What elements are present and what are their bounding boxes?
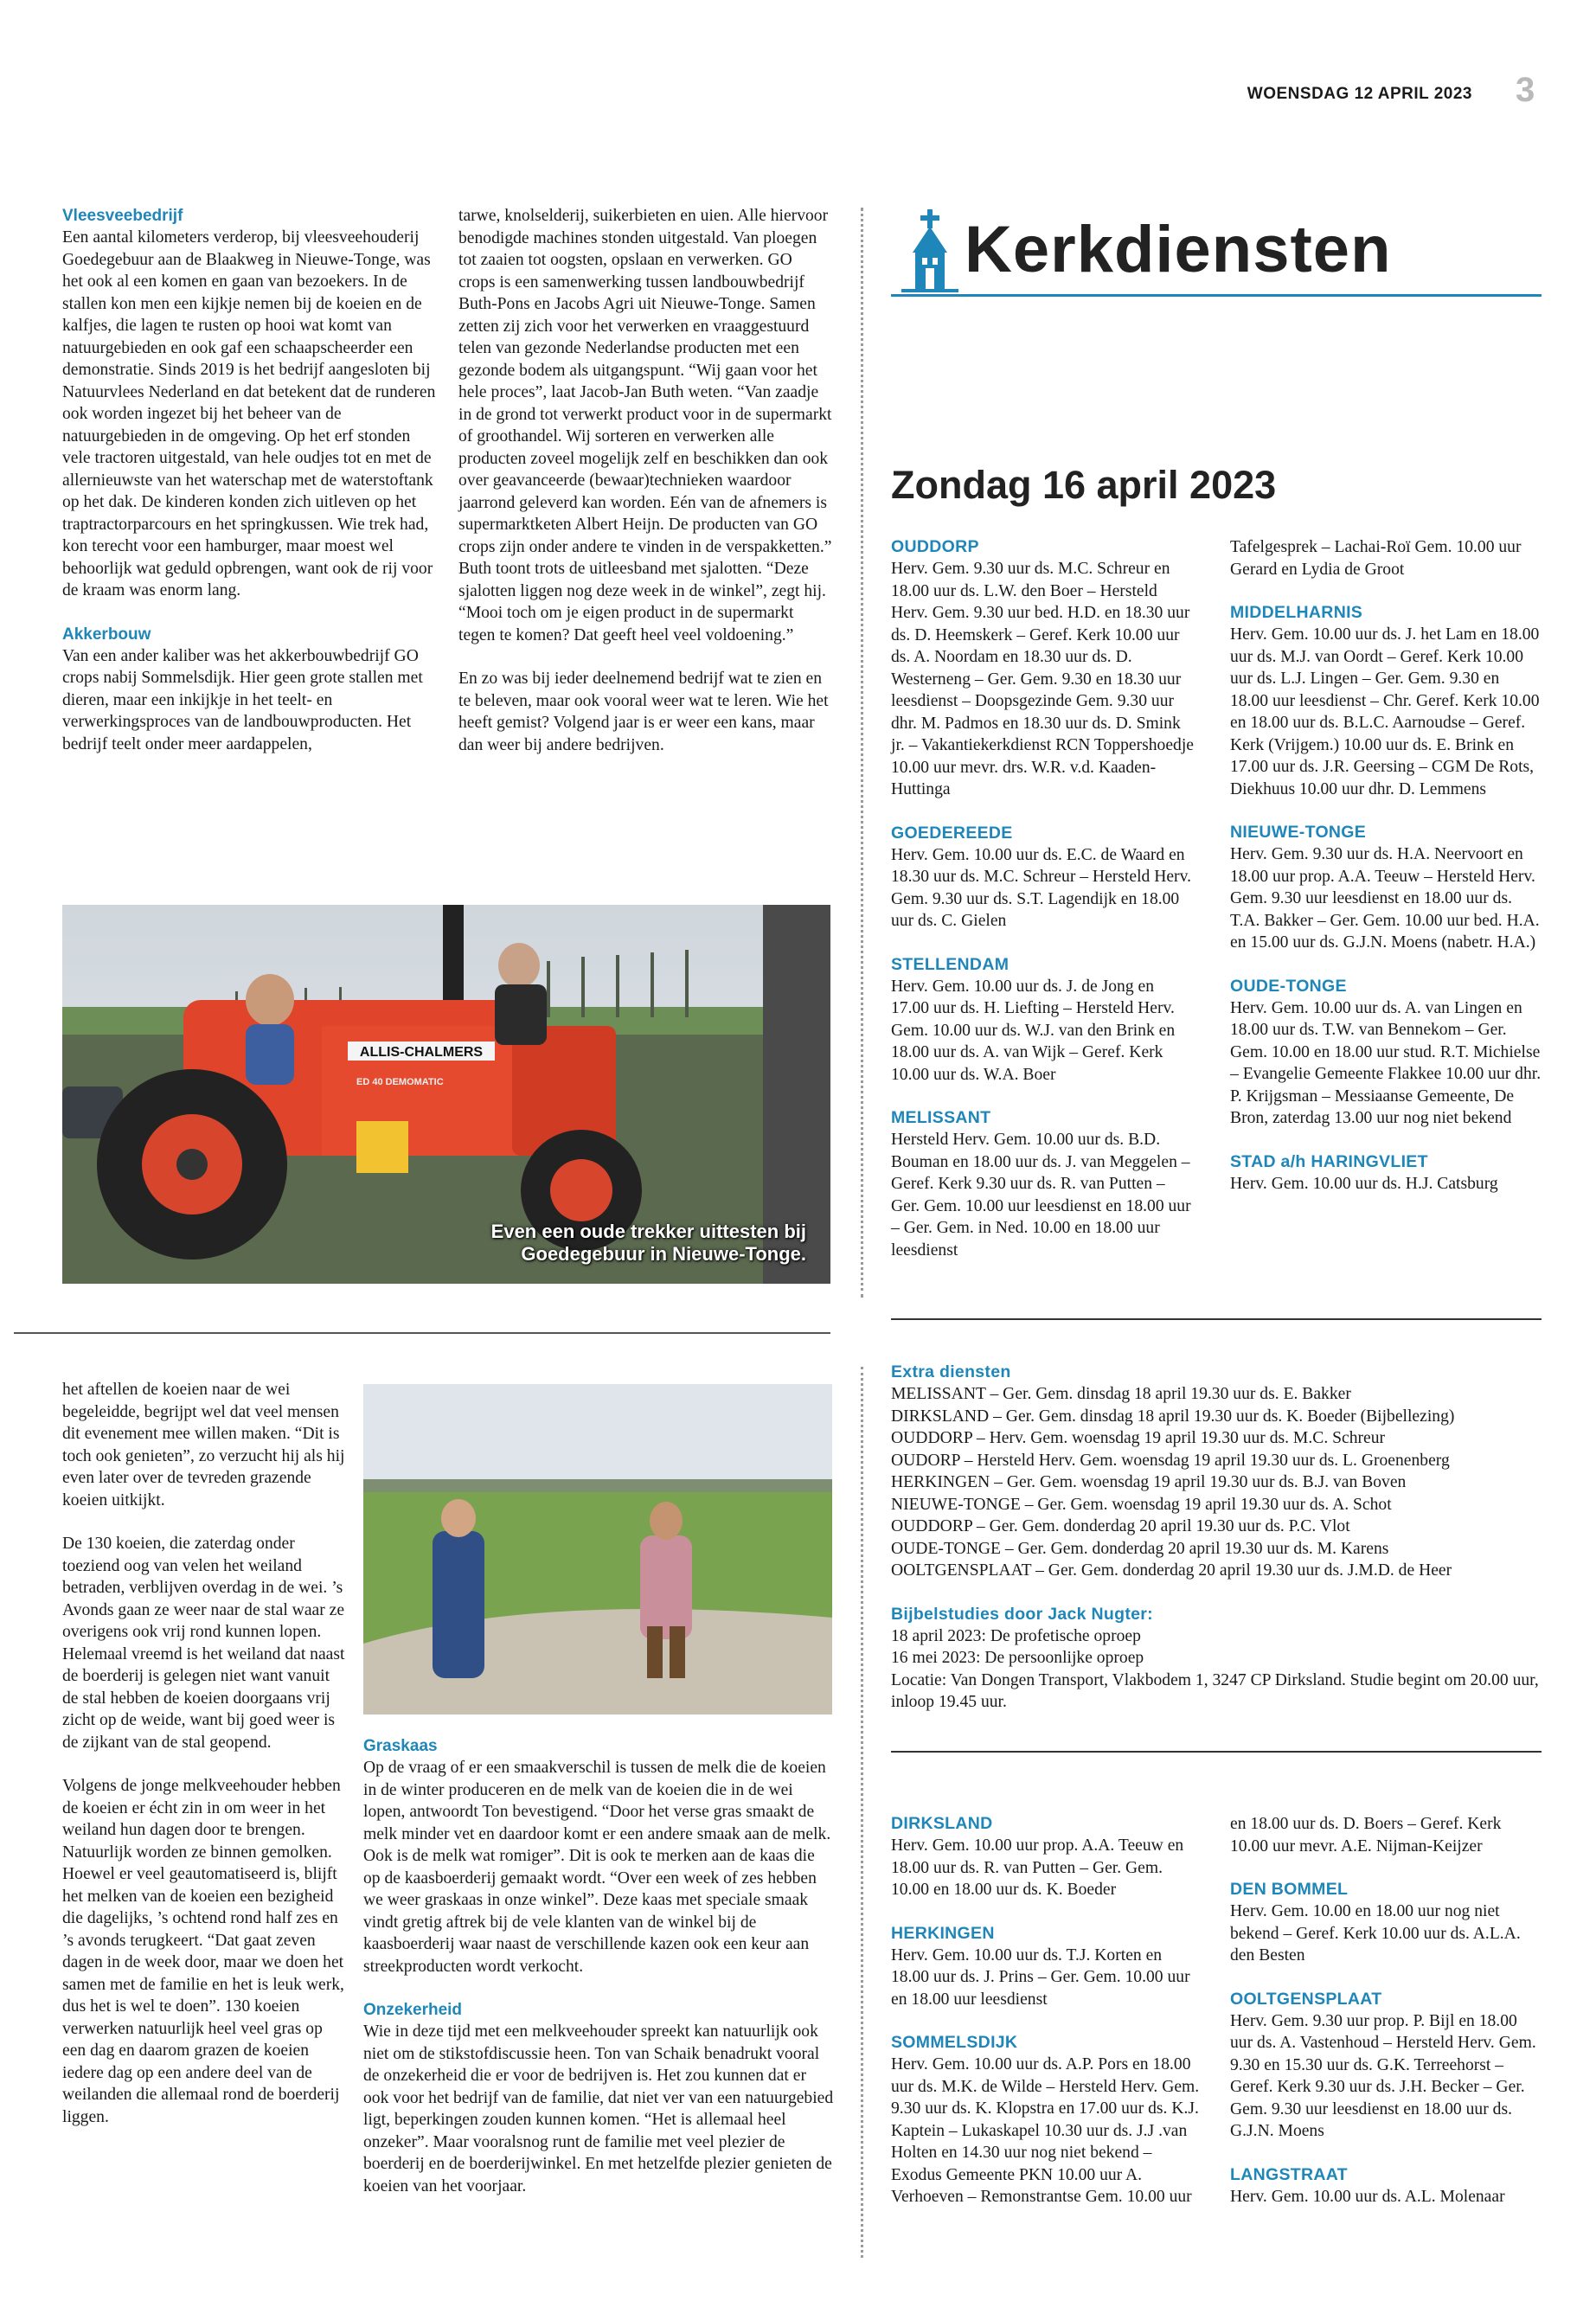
kerk-col4 bbox=[1230, 1813, 1542, 2229]
church-block-goedereede bbox=[891, 823, 1194, 933]
service-text: Herv. Gem. 10.00 uur ds. A.P. Pors en 18.00 uur ds. M.K. de Wilde – Hersteld Herv. Gem. 9.30 uur ds. K. Klopstra en 17.00 uur ds. K.J. Kaptein – Lukaskapel 10.30 uur ds. J.J .van Holten en 14.30 uur nog niet bekend – Exodus Gemeente PKN 10.00 uur A. Verhoeven – Remonstrantse Gem. 10.00 uur bbox=[891, 2055, 1200, 2206]
page-number: 3 bbox=[1516, 71, 1535, 109]
church-block-continued bbox=[1230, 536, 1542, 580]
place-heading: MELISSANT bbox=[891, 1108, 991, 1127]
church-block-melissant bbox=[891, 1107, 1194, 1261]
church-block-langstraat bbox=[1230, 2164, 1542, 2208]
service-text: Herv. Gem. 10.00 uur ds. A.L. Molenaar bbox=[1230, 2187, 1505, 2206]
paragraph: Een aantal kilometers verderop, bij vleesveehouderij Goedegebuur aan de Blaakweg in Nieuwe-Tonge, was het ook al een komen en gaan van bezoekers. In de stallen kon men een kijkje nemen bij de koeien en de kalfjes, die lagen te rusten op hooi wat komt van natuurgebieden en ook gaf een schaapscheerder een demonstratie. Sinds 2019 is het bedrijf aangesloten bij Natuurvlees Nederland en dat betekent dat de runderen ook worden ingezet bij het beheer van de natuurgebieden in de omgeving. Op het erf stonden vele tractoren uitgestald, van hele oudjes tot en met de allernieuwste van het waterschap met de waterstoftank op het dak. De kinderen konden zich uitleven op het traptractorparcours en het springkussen. Wie trek had, kon terecht voor een hamburger, maar moest wel behoorlijk wat geduld opbrengen, want ook de rij voor de kraam was enorm lang. bbox=[62, 228, 436, 599]
kerk-col2 bbox=[1230, 536, 1542, 1216]
tractor-model-text: ED 40 DEMOMATIC bbox=[356, 1077, 444, 1087]
extra-line: HERKINGEN – Ger. Gem. woensdag 19 april 19.30 uur ds. B.J. van Boven bbox=[891, 1473, 1407, 1491]
place-heading: STELLENDAM bbox=[891, 954, 1010, 974]
extra-line: OUDORP – Hersteld Herv. Gem. woensdag 19 april 19.30 uur ds. L. Groenenberg bbox=[891, 1451, 1450, 1470]
church-block-stellendam bbox=[891, 954, 1194, 1086]
place-heading: DIRKSLAND bbox=[891, 1814, 993, 1833]
photo-caption bbox=[491, 1221, 806, 1266]
extra-line: NIEUWE-TONGE – Ger. Gem. woensdag 19 april 19.30 uur ds. A. Schot bbox=[891, 1495, 1392, 1514]
church-block-oude-tonge bbox=[1230, 976, 1542, 1130]
service-text: Herv. Gem. 10.00 uur ds. E.C. de Waard en 18.30 uur ds. M.C. Schreur – Hersteld Herv. Gem. 9.30 uur ds. S.T. Lagendijk en 18.00 uur ds. C. Gielen bbox=[891, 845, 1192, 930]
bible-line: Locatie: Van Dongen Transport, Vlakbodem 1, 3247 CP Dirksland. Studie begint om 20.00 uur, inloop 19.45 uur. bbox=[891, 1670, 1539, 1711]
church-block-ooltgensplaat bbox=[1230, 1989, 1542, 2143]
church-block-ouddorp bbox=[891, 536, 1194, 801]
service-text: Herv. Gem. 10.00 uur ds. H.J. Catsburg bbox=[1230, 1174, 1498, 1193]
church-block-sommelsdijk bbox=[891, 2032, 1202, 2208]
article-top-col1 bbox=[62, 205, 436, 755]
caption-line-1: Even een oude trekker uittesten bij bbox=[490, 1221, 806, 1242]
service-text: Hersteld Herv. Gem. 10.00 uur ds. B.D. Bouman en 18.00 uur ds. J. van Meggelen – Geref. Kerk 9.30 uur ds. R. van Putten – Ger. Gem. 10.00 uur leesdienst en 18.00 uur – Ger. Gem. in Ned. 10.00 en 18.00 uur leesdienst bbox=[891, 1131, 1191, 1259]
article-bottom-col1 bbox=[62, 1379, 349, 2128]
extra-line: DIRKSLAND – Ger. Gem. dinsdag 18 april 19.30 uur ds. K. Boeder (Bijbellezing) bbox=[891, 1407, 1455, 1426]
subheading-onzekerheid: Onzekerheid bbox=[363, 2001, 463, 2019]
extra-line: OUDDORP – Ger. Gem. donderdag 20 april 19.30 uur ds. P.C. Vlot bbox=[891, 1517, 1350, 1535]
bible-line: 18 april 2023: De profetische oproep bbox=[891, 1626, 1141, 1645]
extra-line: OUDDORP – Herv. Gem. woensdag 19 april 19.30 uur ds. M.C. Schreur bbox=[891, 1429, 1386, 1447]
extra-diensten-title: Extra diensten bbox=[891, 1362, 1011, 1381]
page-date: WOENSDAG 12 APRIL 2023 bbox=[1247, 85, 1472, 103]
paragraph: Volgens de jonge melkveehouder hebben de koeien er écht zin in om weer in het weiland hun dagen door te brengen. Natuurlijk worden ze binnen gemolken. Hoewel er veel geautomatiseerd is, blijft het melken van de koeien een bezigheid die dagelijks, ’s ochtend rond half zes en ’s avonds terugkeert. “Dat gaat zeven dagen in de week door, maar we doen het samen met de familie en het is leuk werk, dus het is wel te doen”. 130 koeien verwerken natuurlijk heel veel gras op een dag en daarom grazen de koeien iedere dag op een andere deel van de weilanden die allemaal rond de boerderij liggen. bbox=[62, 1777, 344, 2126]
service-text: Herv. Gem. 10.00 uur ds. T.J. Korten en 18.00 uur ds. J. Prins – Ger. Gem. 10.00 uur en 18.00 uur leesdienst bbox=[891, 1945, 1190, 2009]
bible-line: 16 mei 2023: De persoonlijke oproep bbox=[891, 1649, 1144, 1667]
church-block-herkingen bbox=[891, 1923, 1202, 2011]
service-text: Herv. Gem. 10.00 uur ds. A. van Lingen en 18.00 uur ds. T.W. van Bennekom – Ger. Gem. 10.00 en 18.00 uur stud. R.T. Michielse – Evangelie Gemeente Flakkee 10.00 uur dhr. P. Krijgsman – Messiaanse Gemeente, De Bron, zaterdag 13.00 uur nog niet bekend bbox=[1230, 998, 1542, 1127]
paragraph: Van een ander kaliber was het akkerbouwbedrijf GO crops nabij Sommelsdijk. Hier geen grote stallen met dieren, maar een inkijkje in het teelt- en verwerkingsproces van de landbouwproducten. Het bedrijf teelt onder meer aardappelen, bbox=[62, 646, 423, 753]
service-text: Herv. Gem. 10.00 uur ds. J. de Jong en 17.00 uur ds. H. Liefting – Hersteld Herv. Gem. 10.00 uur ds. W.J. van den Brink en 18.00 uur ds. A. van Wijk – Geref. Kerk 10.00 uur ds. W.A. Boer bbox=[891, 977, 1176, 1084]
couple-illustration bbox=[363, 1384, 832, 1715]
kerk-col3 bbox=[891, 1813, 1202, 2230]
place-heading: DEN BOMMEL bbox=[1230, 1880, 1349, 1899]
place-heading: OUDE-TONGE bbox=[1230, 976, 1347, 996]
subheading-graskaas: Graskaas bbox=[363, 1737, 438, 1755]
paragraph: het aftellen de koeien naar de wei begeleidde, begrijpt wel dat veel mensen dit evenement mee willen maken. “Dit is toch ook genieten”, zo verzucht hij als hij even later over de tevreden grazende koeien uitkijkt. bbox=[62, 1381, 345, 1509]
church-block-stad-haringvliet bbox=[1230, 1151, 1542, 1195]
column-separator bbox=[861, 208, 863, 1298]
church-block-middelharnis bbox=[1230, 602, 1542, 800]
paragraph: De 130 koeien, die zaterdag onder toeziend oog van velen het weiland betraden, verblijven overdag in de wei. ’s Avonds gaan ze weer naar de stal waar ze overigens ook vrij rond kunnen lopen. Helemaal vreemd is het weiland dat naast de boerderij is gelegen niet want vanuit de stal hebben de koeien doorgaans vrij zicht op de weide, want bij goed weer is de zijkant van de stal geopend. bbox=[62, 1535, 345, 1752]
column-separator bbox=[861, 1367, 863, 2258]
service-text: Herv. Gem. 10.00 en 18.00 uur nog niet bekend – Geref. Kerk 10.00 uur ds. A.L.A. den Besten bbox=[1230, 1902, 1521, 1965]
kerk-divider bbox=[891, 1318, 1542, 1320]
tractor-brand-text: ALLIS-CHALMERS bbox=[359, 1045, 484, 1060]
place-heading: NIEUWE-TONGE bbox=[1230, 823, 1367, 842]
place-heading: OUDDORP bbox=[891, 537, 979, 556]
subheading-akkerbouw: Akkerbouw bbox=[62, 625, 151, 644]
caption-line-2: Goedegebuur in Nieuwe-Tonge. bbox=[521, 1243, 806, 1265]
service-text: Herv. Gem. 9.30 uur prop. P. Bijl en 18.00 uur ds. A. Vastenhoud – Hersteld Herv. Gem. 9.30 en 15.30 uur ds. G.K. Terreehorst – Geref. Kerk 9.30 uur ds. J.H. Becker – Ger. Gem. 9.30 uur leesdienst en 18.00 uur ds. G.J.N. Moens bbox=[1230, 2011, 1536, 2140]
bible-study-title: Bijbelstudies door Jack Nugter: bbox=[891, 1604, 1153, 1624]
paragraph: Wie in deze tijd met een melkveehouder spreekt kan natuurlijk ook niet om de stikstofdiscussie heen. Ton van Schaik benadrukt vooral de onzekerheid die er voor de bedrijven is. Het zou kunnen dat er ook voor het bedrijf van de familie, dat niet ver van een natuurgebied ligt, beperkingen zouden kunnen komen. “Het is allemaal heel onzeker”. Maar vooralsnog runt de familie met veel plezier de boerderij en de boerderijwinkel. En met hetzelfde plezier genieten de koeien van het voorjaar. bbox=[363, 2022, 834, 2195]
church-icon bbox=[900, 208, 960, 294]
service-text: Herv. Gem. 9.30 uur ds. H.A. Neervoort en 18.00 uur prop. A.A. Teeuw – Hersteld Herv. Gem. 9.30 uur leesdienst en 18.00 uur ds. T.A. Bakker – Ger. Gem. 10.00 uur bed. H.A. en 15.00 uur ds. G.J.N. Moens (nabetr. H.A.) bbox=[1230, 845, 1540, 952]
paragraph: tarwe, knolselderij, suikerbieten en uien. Alle hiervoor benodigde machines stonden uitgestald. Van ploegen tot zaaien tot oogsten, opslaan en verwerken. GO crops is een samenwerking tussen landbouwbedrijf Buth-Pons en Jacobs Agri uit Nieuwe-Tonge. Samen zetten zij zich voor het verwerken en vraaggestuurd telen van gezonde Nederlandse producten met een gezonde bodem als uitgangspunt. “Wij gaan voor het hele proces”, laat Jacob-Jan Buth weten. “Van zaadje in de grond tot verwerkt product voor in de supermarkt of groothandel. Wij sorteren en verwerken alle producten zoveel mogelijk zelf en beschikken dan ook over geavanceerde (bewaar)technieken waardoor jaarrond geleverd kan worden. Eén van de afnemers is supermarktketen Albert Heijn. De producten van GO crops zijn onder andere te vinden in de verspakketten.” Buth toont trots de uitleesband met sjalotten. “Deze sjalotten liggen nog deze week in de winkel”, zegt hij. “Mooi toch om je eigen product in de supermarkt tegen te komen? Dat geeft heel veel voldoening.” bbox=[458, 207, 832, 644]
paragraph: Op de vraag of er een smaakverschil is tussen de melk die de koeien in de winter produceren en de melk van de koeien die in de wei lopen, antwoordt Ton bevestigend. “Door het verse gras smaakt de melk minder vet en daardoor komt er een andere smaak aan de melk. Ook is de melk wat romiger”. Dit is ook te merken aan de kaas die op de kaasboerderij gemaakt wordt. “Over een week of zes hebben we weer graskaas in onze winkel”. Deze kaas met speciale smaak vindt gretig aftrek bij de vele klanten van de winkel bij de kaasboerderij waar naast de verschillende kazen ook een keur aan streekproducten wordt verkocht. bbox=[363, 1759, 831, 1976]
kerkdiensten-title: Kerkdiensten bbox=[965, 213, 1392, 286]
place-heading: HERKINGEN bbox=[891, 1923, 995, 1943]
article-top-col2 bbox=[458, 205, 832, 756]
service-text: Herv. Gem. 9.30 uur ds. M.C. Schreur en 18.00 uur ds. L.W. den Boer – Hersteld Herv. Gem. 9.30 uur bed. H.D. en 18.30 uur ds. D. Heemskerk – Geref. Kerk 10.00 uur ds. A. Noordam en 18.30 uur ds. D. Westerneng – Ger. Gem. 9.30 en 18.30 uur leesdienst – Doopsgezinde Gem. 9.30 uur dhr. M. Padmos en 18.30 uur ds. D. Smink jr. – Vakantiekerkdienst RCN Toppershoedje 10.00 uur mevr. drs. W.R. v.d. Kaaden-Huttinga bbox=[891, 560, 1194, 798]
church-block-dirksland bbox=[891, 1813, 1202, 1901]
place-heading: STAD a/h HARINGVLIET bbox=[1230, 1151, 1428, 1171]
place-heading: LANGSTRAAT bbox=[1230, 2164, 1348, 2184]
place-heading: MIDDELHARNIS bbox=[1230, 603, 1363, 622]
paragraph: En zo was bij ieder deelnemend bedrijf wat te zien en te beleven, maar ook vooral weer wat te leren. Wie het heeft gemist? Volgend jaar is er weer een kans, maar dan weer bij andere bedrijven. bbox=[458, 670, 829, 754]
article-divider bbox=[14, 1332, 830, 1334]
kerk-divider bbox=[891, 1751, 1542, 1753]
article-bottom-col2 bbox=[363, 1735, 834, 2197]
place-heading: SOMMELSDIJK bbox=[891, 2033, 1018, 2052]
place-heading: OOLTGENSPLAAT bbox=[1230, 1989, 1382, 2009]
place-heading: GOEDEREEDE bbox=[891, 823, 1013, 843]
extra-line: OOLTGENSPLAAT – Ger. Gem. donderdag 20 april 19.30 uur ds. J.M.D. de Heer bbox=[891, 1561, 1452, 1580]
kerk-col1 bbox=[891, 536, 1194, 1283]
church-block-den-bommel bbox=[1230, 1879, 1542, 1967]
kerk-date-heading: Zondag 16 april 2023 bbox=[891, 463, 1277, 507]
service-text: Herv. Gem. 10.00 uur ds. J. het Lam en 18.00 uur ds. M.J. van Oordt – Geref. Kerk 10.00 uur ds. L.J. Lingen – Ger. Gem. 9.30 en 18.00 uur leesdienst – Chr. Geref. Kerk 10.00 en 18.00 uur ds. B.L.C. Aarnoudse – Geref. Kerk (Vrijgem.) 10.00 uur ds. E. Brink en 17.00 uur ds. J.R. Geersing – CGM De Rots, Diekhuus 10.00 uur dhr. D. Lemmens bbox=[1230, 625, 1540, 798]
extra-line: OUDE-TONGE – Ger. Gem. donderdag 20 april 19.30 uur ds. M. Karens bbox=[891, 1539, 1389, 1558]
tractor-photo bbox=[62, 905, 830, 1284]
farm-couple-photo bbox=[363, 1384, 832, 1715]
extra-line: MELISSANT – Ger. Gem. dinsdag 18 april 19.30 uur ds. E. Bakker bbox=[891, 1385, 1351, 1403]
service-text: Tafelgesprek – Lachai-Roï Gem. 10.00 uur Gerard en Lydia de Groot bbox=[1230, 538, 1522, 579]
service-text: Herv. Gem. 10.00 uur prop. A.A. Teeuw en 18.00 uur ds. R. van Putten – Ger. Gem. 10.00 en 18.00 uur ds. K. Boeder bbox=[891, 1836, 1184, 1899]
church-block-continued bbox=[1230, 1813, 1542, 1857]
service-text: en 18.00 uur ds. D. Boers – Geref. Kerk 10.00 uur mevr. A.E. Nijman-Keijzer bbox=[1230, 1815, 1502, 1856]
church-block-nieuwe-tonge bbox=[1230, 822, 1542, 954]
extra-diensten bbox=[891, 1362, 1548, 1714]
kerk-title-rule bbox=[891, 294, 1542, 297]
subheading-vleesveebedrijf: Vleesveebedrijf bbox=[62, 207, 183, 225]
